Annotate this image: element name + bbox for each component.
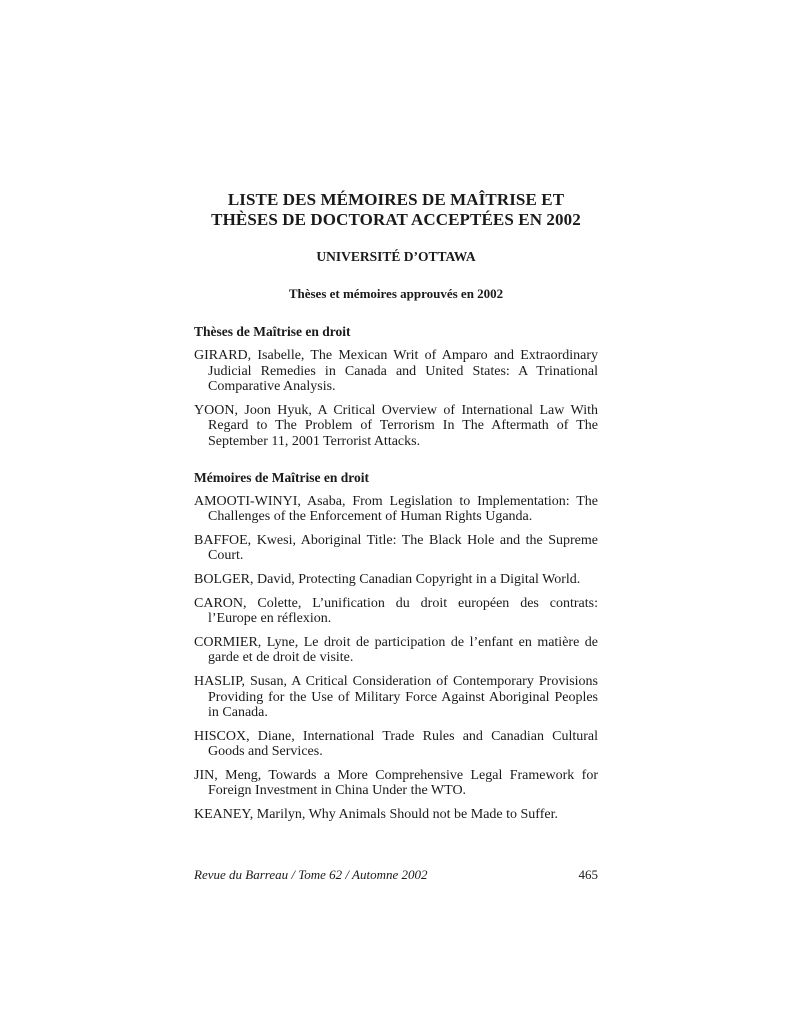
list-item: KEANEY, Marilyn, Why Animals Should not be Made to Suffer.: [194, 807, 558, 823]
journal-citation: Revue du Barreau / Tome 62 / Automne 2002: [194, 867, 428, 882]
document-title: [194, 190, 598, 230]
list-item: BAFFOE, Kwesi, Aboriginal Title: The Black Hole and the Supreme Court.: [194, 532, 598, 564]
university-heading: UNIVERSITÉ D’OTTAWA: [316, 249, 476, 264]
section-theses: [194, 324, 598, 450]
section-heading-theses: Thèses de Maîtrise en droit: [194, 324, 351, 339]
list-item: HASLIP, Susan, A Critical Consideration of Contemporary Provisions Providing for the Use of Military Force Against Aboriginal Peoples in Canada.: [194, 673, 598, 721]
section-heading-memoires: Mémoires de Maîtrise en droit: [194, 469, 369, 485]
list-item: HISCOX, Diane, International Trade Rules and Canadian Cultural Goods and Services.: [194, 728, 598, 760]
title-line-2: THÈSES DE DOCTORAT ACCEPTÉES EN 2002: [211, 210, 581, 229]
list-item: GIRARD, Isabelle, The Mexican Writ of Amparo and Extraordinary Judicial Remedies in Canada and United States: A Trinational Comparative Analysis.: [194, 348, 598, 395]
title-line-1: LISTE DES MÉMOIRES DE MAÎTRISE ET: [227, 190, 565, 209]
page-number: 465: [578, 867, 598, 882]
list-item: CORMIER, Lyne, Le droit de participation de l’enfant en matière de garde et de droit de visite.: [194, 634, 598, 666]
entry-list-theses: [194, 348, 598, 450]
list-item: AMOOTI-WINYI, Asaba, From Legislation to Implementation: The Challenges of the Enforcement of Human Rights Uganda.: [194, 493, 598, 525]
subtitle-heading: Thèses et mémoires approuvés en 2002: [288, 286, 504, 301]
list-item: JIN, Meng, Towards a More Comprehensive Legal Framework for Foreign Investment in China Under the WTO.: [194, 767, 598, 799]
entry-list-memoires: [194, 494, 598, 823]
list-item: BOLGER, David, Protecting Canadian Copyright in a Digital World.: [194, 571, 581, 587]
list-item: CARON, Colette, L’unification du droit européen des contrats: l’Europe en réflexion.: [194, 595, 598, 627]
section-memoires: [194, 470, 598, 823]
list-item: YOON, Joon Hyuk, A Critical Overview of International Law With Regard to The Problem of Terrorism In The Aftermath of The September 11, 2001 Terrorist Attacks.: [194, 402, 598, 449]
document-page: [194, 190, 598, 831]
